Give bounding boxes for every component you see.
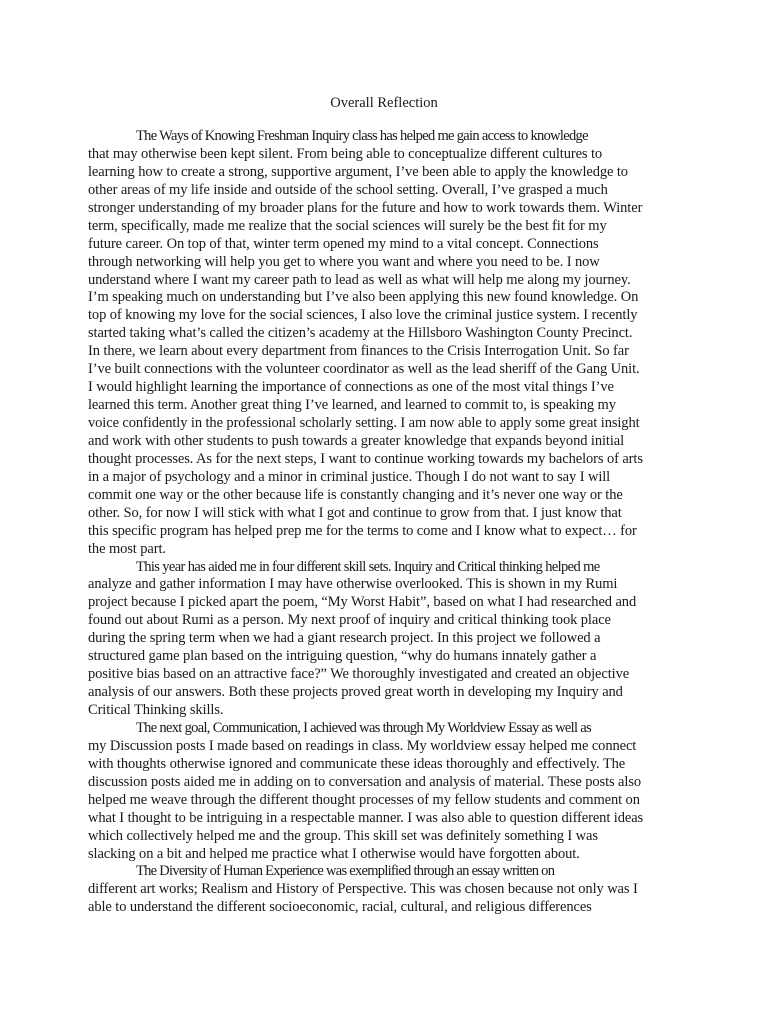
text-line: the most part. bbox=[88, 540, 166, 557]
text-line: different art works; Realism and History of Perspective. This was chosen because not only was I bbox=[88, 881, 638, 898]
text-line: able to understand the different socioeconomic, racial, cultural, and religious differences bbox=[88, 899, 592, 916]
text-line: project because I picked apart the poem, “My Worst Habit”, based on what I had researched and bbox=[88, 594, 637, 611]
text-line: in a major of psychology and a minor in criminal justice. Though I do not want to say I will bbox=[88, 468, 611, 485]
text-line: other areas of my life inside and outside of the school setting. Overall, I’ve grasped a much bbox=[88, 181, 608, 198]
text-line: I would highlight learning the importance of connections as one of the most vital things I’ve bbox=[88, 379, 614, 396]
text-line: understand where I want my career path to lead as well as what will help me along my journey. bbox=[88, 271, 631, 288]
page-title: Overall Reflection bbox=[330, 95, 438, 111]
text-line: found out about Rumi as a person. My next proof of inquiry and critical thinking took place bbox=[88, 612, 611, 629]
text-line: analysis of our answers. Both these projects proved great worth in developing my Inquiry and bbox=[88, 684, 623, 701]
text-line: helped me weave through the different thought processes of my fellow students and comment on bbox=[88, 791, 640, 808]
text-line: thought processes. As for the next steps, I want to continue working towards my bachelors of arts bbox=[88, 450, 643, 467]
paragraph-first-line: The Ways of Knowing Freshman Inquiry class has helped me gain access to knowledge bbox=[136, 128, 588, 144]
paragraph-first-line: The next goal, Communication, I achieved was through My Worldview Essay as well as bbox=[136, 719, 591, 736]
text-line: through networking will help you get to where you want and where you need to be. I now bbox=[88, 253, 600, 270]
text-line: In there, we learn about every department from finances to the Crisis Interrogation Unit. So far bbox=[88, 343, 629, 360]
text-line: Critical Thinking skills. bbox=[88, 702, 224, 718]
text-line: commit one way or the other because life is constantly changing and it’s never one way or the bbox=[88, 486, 623, 503]
text-line: structured game plan based on the intriguing question, “why do humans innately gather a bbox=[88, 648, 597, 665]
text-line: what I thought to be intriguing in a respectable manner. I was also able to question different ideas bbox=[88, 809, 644, 826]
text-line: analyze and gather information I may have otherwise overlooked. This is shown in my Rumi bbox=[88, 576, 618, 593]
paragraph-first-line: This year has aided me in four different skill sets. Inquiry and Critical thinking helped me bbox=[136, 558, 600, 575]
paragraph-first-line: The Diversity of Human Experience was exemplified through an essay written on bbox=[136, 863, 555, 880]
text-line: stronger understanding of my broader plans for the future and how to work towards them. Winter bbox=[88, 199, 643, 216]
text-line: this specific program has helped prep me for the terms to come and I know what to expect… for bbox=[88, 522, 637, 539]
text-line: and work with other students to push towards a greater knowledge that expands beyond initial bbox=[88, 432, 625, 449]
text-line: learned this term. Another great thing I’ve learned, and learned to commit to, is speaking my bbox=[88, 397, 616, 414]
text-line: with thoughts otherwise ignored and communicate these ideas thoroughly and effectively. The bbox=[88, 755, 626, 772]
text-line: term, specifically, made me realize that the social sciences will surely be the best fit for my bbox=[88, 217, 607, 234]
text-line: my Discussion posts I made based on readings in class. My worldview essay helped me connect bbox=[88, 737, 637, 754]
text-line: I’m speaking much on understanding but I’ve also been applying this new found knowledge. On bbox=[88, 289, 639, 306]
text-line: discussion posts aided me in adding on to conversation and analysis of material. These posts also bbox=[88, 773, 642, 790]
text-line: that may otherwise been kept silent. From being able to conceptualize different cultures to bbox=[88, 145, 603, 162]
document-body bbox=[88, 128, 688, 917]
text-line: started taking what’s called the citizen’s academy at the Hillsboro Washington County Precinct. bbox=[88, 325, 633, 342]
text-line: during the spring term when we had a giant research project. In this project we followed a bbox=[88, 630, 601, 647]
text-line: other. So, for now I will stick with what I got and continue to grow from that. I just know that bbox=[88, 504, 622, 521]
text-line: slacking on a bit and helped me practice what I otherwise would have forgotten about. bbox=[88, 845, 580, 862]
text-line: which collectively helped me and the group. This skill set was definitely something I was bbox=[88, 827, 598, 844]
text-line: top of knowing my love for the social sciences, I also love the criminal justice system. I recently bbox=[88, 307, 638, 324]
text-line: future career. On top of that, winter term opened my mind to a vital concept. Connections bbox=[88, 235, 599, 252]
text-line: I’ve built connections with the volunteer coordinator as well as the lead sheriff of the Gang Unit. bbox=[88, 361, 640, 378]
text-line: voice confidently in the professional scholarly setting. I am now able to apply some great insight bbox=[88, 415, 640, 431]
text-line: learning how to create a strong, supportive argument, I’ve been able to apply the knowledge to bbox=[88, 163, 628, 180]
text-line: positive bias based on an attractive face?” We thoroughly investigated and created an objective bbox=[88, 666, 630, 683]
